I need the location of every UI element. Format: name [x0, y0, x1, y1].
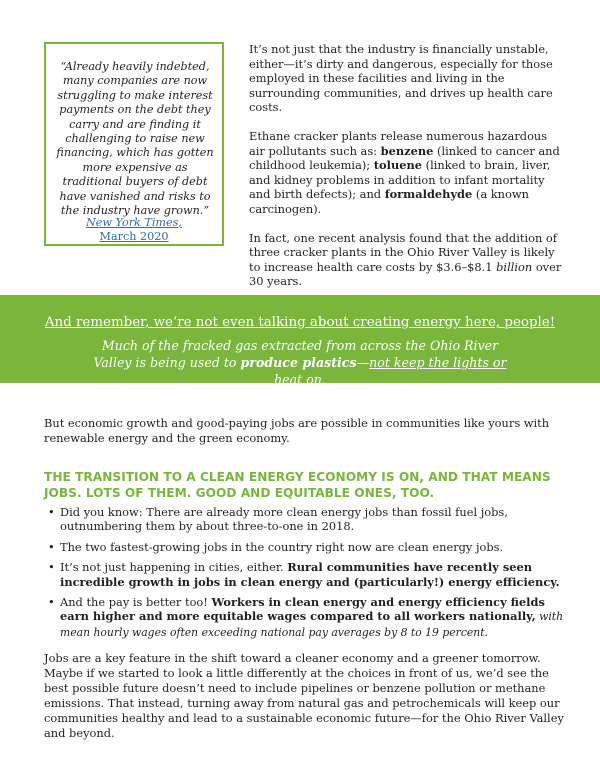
formaldehyde-term: formaldehyde	[384, 187, 473, 202]
list-item: • Did you know: There are already more clean energy jobs than fossil fuel jobs, outnumbering them by about three-to-one in 2018.	[48, 505, 508, 534]
industry-unstable-paragraph: It’s not just that the industry is financially unstable, either—it’s dirty and dangerous, especially for those employed in these facilities and living in the surrounding communities, and drives up health care costs.	[249, 42, 553, 115]
list-item: • It’s not just happening in cities, either. Rural communities have recently seen incredible growth in jobs in clean energy and (particularly!) energy efficiency.	[48, 560, 560, 589]
closing-paragraph: Jobs are a key feature in the shift toward a cleaner economy and a greener tomorrow. Maybe if we started to look a little differently at the choices in front of us, we’d see the best possible future doesn’t need to include pipelines or benzene pollution or methane emissions. That instead, turning away from natural gas and petrochemicals will keep our communities healthy and lead to a sustainable economic future—for the Ohio River Valley and beyond.	[44, 651, 564, 740]
benzene-term: benzene	[380, 143, 434, 158]
health-costs-column	[249, 42, 565, 303]
list-item: • The two fastest-growing jobs in the country right now are clean energy jobs.	[48, 539, 504, 554]
bullet-marker: •	[48, 595, 55, 610]
clean-energy-jobs-heading: THE TRANSITION TO A CLEAN ENERGY ECONOMY IS ON, AND THAT MEANS JOBS. LOTS OF THEM. GOOD AND EQUITABLE ONES, TOO.	[44, 470, 551, 500]
billion-emphasis: billion	[496, 259, 533, 274]
banner-headline: And remember, we’re not even talking about creating energy here, people!	[44, 315, 556, 330]
list-item: • And the pay is better too! Workers in clean energy and energy efficiency fields earn higher and more equitable wages compared to all workers nationally, with mean hourly wages often exceeding national pay averages by 8 to 19 percent.	[48, 595, 564, 639]
quote-source[interactable]	[46, 216, 222, 245]
green-economy-intro: But economic growth and good-paying jobs are possible in communities like yours with renewable energy and the green economy.	[44, 416, 550, 445]
produce-plastics-emphasis: produce plastics	[240, 355, 357, 370]
banner-subtext: Much of the fracked gas extracted from across the Ohio River Valley is being used to produce plastics—not keep the lights or heat on.	[93, 338, 507, 387]
quote-source-publication[interactable]: New York Times	[86, 216, 179, 229]
clean-energy-facts-list	[44, 505, 564, 646]
pollutants-paragraph: Ethane cracker plants release numerous hazardous air pollutants such as: benzene (linked to cancer and childhood leukemia); toluene (linked to brain, liver, and kidney problems in addition to infant mortality and birth defects); and formaldehyde (a known carcinogen).	[249, 128, 560, 216]
bullet-marker: •	[48, 505, 55, 519]
quote-source-comma: ,	[178, 216, 182, 229]
pull-quote: “Already heavily indebted, many companies are now struggling to make interest payments on the debt they carry and are finding it challenging to raise new financing, which has gotten more expensive as traditional buyers of debt have vanished and risks to the industry have grown.”	[56, 60, 214, 218]
quote-source-date[interactable]: March 2020	[99, 230, 169, 244]
plastics-banner	[0, 295, 600, 387]
bullet-marker: •	[48, 539, 55, 554]
bullet-marker: •	[48, 560, 55, 575]
not-energy-emphasis: not keep the lights or heat on	[274, 355, 507, 387]
quote-box	[44, 42, 224, 246]
toluene-term: toluene	[373, 158, 423, 173]
health-cost-analysis-paragraph: In fact, one recent analysis found that the addition of three cracker plants in the Ohio River Valley is likely to increase health care costs by $3.6–$8.1 billion over 30 years.	[249, 230, 562, 289]
